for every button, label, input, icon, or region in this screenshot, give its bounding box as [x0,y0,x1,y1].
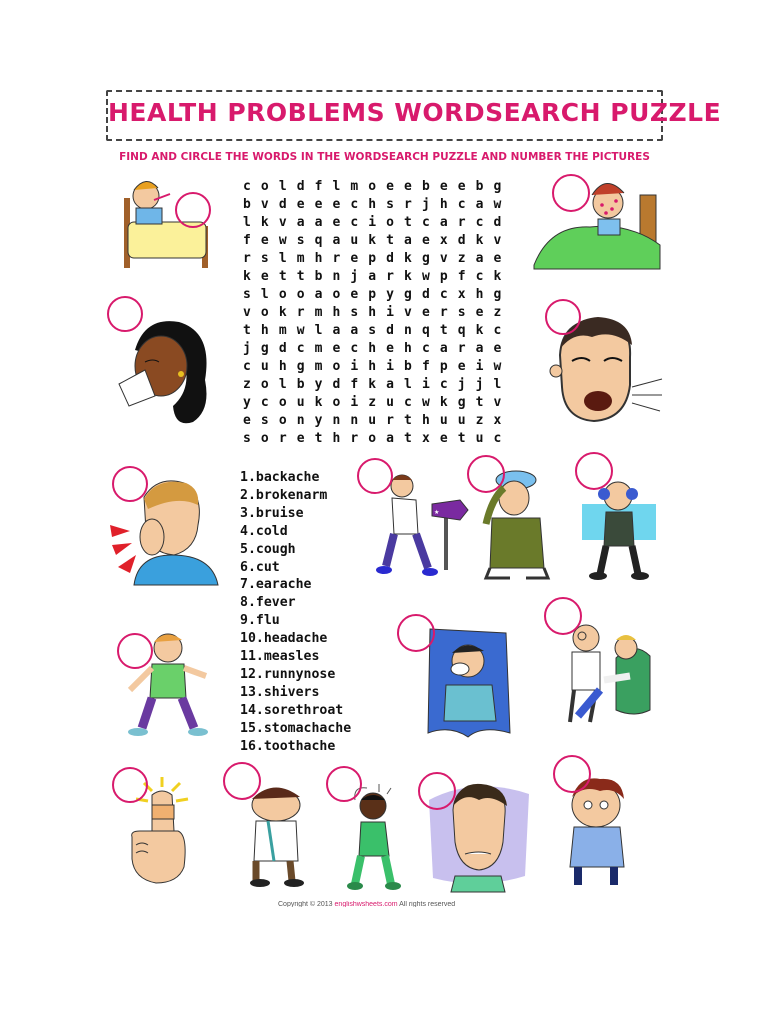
grid-row [238,340,506,358]
grid-letter[interactable]: t [439,323,448,338]
grid-letter[interactable]: c [296,341,305,356]
grid-letter[interactable]: l [278,179,287,194]
grid-letter[interactable]: z [493,305,502,320]
grid-letter[interactable]: z [368,395,377,410]
grid-letter[interactable]: x [493,413,502,428]
grid-letter[interactable]: t [475,395,484,410]
grid-letter[interactable]: e [332,341,341,356]
grid-letter[interactable]: e [439,179,448,194]
answer-circle[interactable] [467,455,505,493]
copyright-text: Copyright © 2013 [278,901,333,907]
grid-letter[interactable]: a [475,251,484,266]
girl-in-bed-measles-picture [530,165,665,275]
grid-letter[interactable]: l [260,287,269,302]
word-list-item: 14.sorethroat [240,702,344,718]
grid-letter[interactable]: z [243,377,251,392]
grid-letter[interactable]: c [350,341,359,356]
grid-letter[interactable]: f [350,377,359,392]
grid-letter[interactable]: f [457,269,466,284]
grid-letter[interactable]: t [296,269,305,284]
grid-letter[interactable]: i [368,215,377,230]
grid-letter[interactable]: u [368,413,377,428]
grid-letter[interactable]: d [457,233,466,248]
grid-letter[interactable]: k [314,395,323,410]
grid-letter[interactable]: e [296,431,305,446]
grid-letter[interactable]: c [439,287,448,302]
grid-letter[interactable]: c [421,341,430,356]
grid-letter[interactable]: w [421,269,430,284]
grid-letter[interactable]: s [243,287,251,302]
grid-letter[interactable]: d [278,197,287,212]
grid-letter[interactable]: r [350,431,359,446]
grid-letter[interactable]: k [243,269,251,284]
grid-letter[interactable]: c [475,269,484,284]
grid-letter[interactable]: v [278,215,287,230]
instructions-text: FIND AND CIRCLE THE WORDS IN THE WORDSEARCH PUZZLE AND NUMBER THE PICTURES [119,151,650,163]
grid-letter[interactable]: a [404,233,412,248]
grid-letter[interactable]: h [278,359,287,374]
grid-letter[interactable]: h [421,413,430,428]
grid-letter[interactable]: q [421,323,430,338]
grid-letter[interactable]: r [457,215,466,230]
grid-letter[interactable]: k [475,233,484,248]
grid-letter[interactable]: c [260,395,269,410]
word-list-item: 15.stomachache [240,720,352,736]
grid-letter[interactable]: m [314,341,323,356]
grid-letter[interactable]: c [493,323,502,338]
grid-letter[interactable]: m [296,251,305,266]
grid-letter[interactable]: e [332,215,341,230]
grid-letter[interactable]: i [350,359,359,374]
grid-letter[interactable]: v [439,251,448,266]
grid-letter[interactable]: e [350,287,359,302]
grid-letter[interactable]: b [421,179,430,194]
answer-circle[interactable] [107,296,143,332]
grid-row [238,232,506,250]
grid-letter[interactable]: h [260,323,269,338]
word-list-item: 2.brokenarm [240,487,328,503]
grid-letter[interactable]: e [350,251,359,266]
grid-letter[interactable]: r [404,197,412,212]
grid-letter[interactable]: w [493,197,502,212]
grid-letter[interactable]: k [404,269,412,284]
grid-letter[interactable]: p [439,269,448,284]
grid-letter[interactable]: t [404,413,412,428]
word-list-item: 7.earache [240,577,312,593]
grid-letter[interactable]: i [386,359,394,374]
grid-letter[interactable]: a [332,323,341,338]
grid-letter[interactable]: f [421,359,430,374]
grid-letter[interactable]: n [404,323,412,338]
grid-letter[interactable]: b [296,377,305,392]
grid-letter[interactable]: v [243,305,251,320]
page-title: HEALTH PROBLEMS WORDSEARCH PUZZLE [108,98,722,127]
grid-letter[interactable]: y [386,287,394,302]
grid-letter[interactable]: e [439,431,448,446]
grid-letter[interactable]: h [314,251,323,266]
grid-letter[interactable]: a [386,377,394,392]
answer-circle[interactable] [175,192,211,228]
grid-letter[interactable]: u [296,395,305,410]
grid-letter[interactable]: j [421,197,430,212]
grid-letter[interactable]: k [260,215,269,230]
grid-letter[interactable]: h [368,359,377,374]
grid-letter[interactable]: c [243,179,251,194]
grid-letter[interactable]: m [278,323,287,338]
grid-letter[interactable]: o [332,359,341,374]
grid-row [238,430,506,448]
grid-letter[interactable]: j [457,377,466,392]
grid-letter[interactable]: e [260,233,269,248]
grid-letter[interactable]: d [493,215,502,230]
grid-row [238,214,506,232]
grid-letter[interactable]: a [296,215,305,230]
grid-letter[interactable]: k [368,233,377,248]
grid-letter[interactable]: c [439,377,448,392]
grid-letter[interactable]: i [475,359,484,374]
grid-letter[interactable]: r [439,305,448,320]
grid-letter[interactable]: l [404,377,412,392]
grid-letter[interactable]: r [278,431,287,446]
grid-letter[interactable]: t [243,323,251,338]
grid-letter[interactable]: b [243,197,251,212]
word-list-item: 8.fever [240,595,296,611]
answer-circle[interactable] [553,755,591,793]
grid-letter[interactable]: d [296,179,305,194]
grid-letter[interactable]: x [439,233,448,248]
word-list-item: 4.cold [240,523,288,539]
grid-letter[interactable]: n [296,413,305,428]
word-list-item: 13.shivers [240,684,320,700]
grid-row [238,286,506,304]
grid-letter[interactable]: l [243,215,251,230]
grid-letter[interactable]: e [260,269,269,284]
answer-circle[interactable] [418,772,456,810]
grid-letter[interactable]: a [475,341,484,356]
copyright-footer [278,901,455,907]
grid-letter[interactable]: d [332,377,341,392]
grid-letter[interactable]: e [475,305,484,320]
word-list-item: 5.cough [240,541,296,557]
grid-letter[interactable]: g [457,395,466,410]
grid-letter[interactable]: m [314,305,323,320]
grid-letter[interactable]: p [368,287,377,302]
doctor-patient-brokenarm-picture [560,620,652,732]
grid-letter[interactable]: o [332,287,341,302]
grid-letter[interactable]: k [404,251,412,266]
grid-letter[interactable]: h [475,287,484,302]
word-list-item: 3.bruise [240,505,304,521]
grid-letter[interactable]: u [386,395,394,410]
grid-row [238,412,506,430]
grid-letter[interactable]: u [457,413,466,428]
grid-row [238,322,506,340]
grid-letter[interactable]: v [493,233,502,248]
grid-letter[interactable]: i [421,377,430,392]
grid-letter[interactable]: b [475,179,484,194]
grid-letter[interactable]: s [260,413,269,428]
grid-letter[interactable]: a [314,215,323,230]
grid-letter[interactable]: u [260,359,269,374]
answer-circle[interactable] [575,452,613,490]
grid-letter[interactable]: u [439,413,448,428]
grid-letter[interactable]: a [475,197,484,212]
grid-letter[interactable]: j [475,377,484,392]
grid-row [238,358,506,376]
grid-letter[interactable]: d [386,251,394,266]
grid-letter[interactable]: u [475,431,484,446]
grid-letter[interactable]: v [493,395,502,410]
grid-letter[interactable]: a [439,215,448,230]
grid-letter[interactable]: g [404,287,412,302]
grid-letter[interactable]: f [314,179,323,194]
grid-letter[interactable]: e [457,179,466,194]
grid-letter[interactable]: e [386,341,394,356]
grid-letter[interactable]: o [278,287,287,302]
grid-letter[interactable]: e [296,197,305,212]
grid-letter[interactable]: d [421,287,430,302]
grid-letter[interactable]: d [278,341,287,356]
grid-letter[interactable]: k [475,323,484,338]
grid-letter[interactable]: o [260,305,269,320]
wordsearch-grid [238,178,506,448]
man-flu-blanket-picture [422,625,514,740]
rights-text: All rights reserved [399,901,456,907]
grid-letter[interactable]: t [457,431,466,446]
grid-letter[interactable]: h [332,305,341,320]
grid-letter[interactable]: u [350,233,359,248]
answer-circle[interactable] [112,466,148,502]
grid-letter[interactable]: t [278,269,287,284]
grid-letter[interactable]: v [260,197,269,212]
grid-row [238,376,506,394]
grid-letter[interactable]: k [368,377,377,392]
grid-letter[interactable]: m [350,179,359,194]
grid-letter[interactable]: o [260,377,269,392]
grid-letter[interactable]: x [421,431,430,446]
answer-circle[interactable] [326,766,362,802]
grid-letter[interactable]: o [260,179,269,194]
grid-letter[interactable]: a [386,431,394,446]
grid-letter[interactable]: t [404,215,412,230]
grid-letter[interactable]: p [439,359,448,374]
grid-letter[interactable]: a [314,287,323,302]
grid-letter[interactable]: c [243,359,251,374]
grid-letter[interactable]: t [386,233,394,248]
grid-letter[interactable]: r [386,269,394,284]
answer-circle[interactable] [112,767,148,803]
word-list-item: 12.runnynose [240,666,336,682]
grid-letter[interactable]: j [350,269,359,284]
grid-letter[interactable]: l [332,179,341,194]
grid-letter[interactable]: c [350,215,359,230]
answer-circle[interactable] [357,458,393,494]
grid-letter[interactable]: g [260,341,269,356]
grid-letter[interactable]: r [386,413,394,428]
grid-letter[interactable]: e [386,179,394,194]
grid-row [238,196,506,214]
grid-letter[interactable]: l [278,251,287,266]
word-list-item: 6.cut [240,559,280,575]
grid-letter[interactable]: c [421,215,430,230]
grid-letter[interactable]: c [457,197,466,212]
grid-letter[interactable]: n [332,413,341,428]
grid-letter[interactable]: e [421,233,430,248]
grid-letter[interactable]: o [278,395,287,410]
grid-letter[interactable]: t [314,431,323,446]
grid-letter[interactable]: o [368,431,377,446]
grid-letter[interactable]: g [493,287,502,302]
grid-row [238,304,506,322]
grid-letter[interactable]: e [493,251,502,266]
grid-letter[interactable]: s [243,431,251,446]
grid-letter[interactable]: q [457,323,466,338]
grid-letter[interactable]: o [278,413,287,428]
grid-letter[interactable]: s [296,233,305,248]
grid-letter[interactable]: o [386,215,394,230]
answer-circle[interactable] [552,174,590,212]
grid-letter[interactable]: j [243,341,251,356]
grid-letter[interactable]: x [457,287,466,302]
grid-letter[interactable]: y [314,413,323,428]
grid-letter[interactable]: a [439,341,448,356]
grid-letter[interactable]: z [475,413,484,428]
grid-letter[interactable]: h [368,341,377,356]
grid-letter[interactable]: o [368,179,377,194]
grid-letter[interactable]: s [386,197,394,212]
grid-letter[interactable]: s [350,305,359,320]
grid-letter[interactable]: e [332,197,341,212]
grid-letter[interactable]: e [421,305,430,320]
grid-letter[interactable]: g [421,251,430,266]
grid-letter[interactable]: c [404,395,412,410]
grid-letter[interactable]: e [404,179,412,194]
grid-letter[interactable]: y [243,395,251,410]
grid-letter[interactable]: w [493,359,502,374]
svg-text:★: ★ [434,509,440,516]
grid-letter[interactable]: q [314,233,323,248]
grid-letter[interactable]: a [332,233,341,248]
grid-letter[interactable]: o [296,287,305,302]
grid-letter[interactable]: z [457,251,466,266]
grid-letter[interactable]: p [368,251,377,266]
grid-letter[interactable]: y [314,377,323,392]
grid-letter[interactable]: r [243,251,251,266]
grid-letter[interactable]: f [243,233,251,248]
grid-letter[interactable]: o [332,395,341,410]
grid-letter[interactable]: r [296,305,305,320]
grid-letter[interactable]: s [368,323,377,338]
grid-letter[interactable]: w [278,233,287,248]
grid-letter[interactable]: r [457,341,466,356]
grid-letter[interactable]: l [278,377,287,392]
grid-letter[interactable]: v [404,305,412,320]
answer-circle[interactable] [117,633,153,669]
answer-circle[interactable] [397,614,435,652]
grid-letter[interactable]: w [296,323,305,338]
grid-letter[interactable]: n [332,269,341,284]
grid-letter[interactable]: e [493,341,502,356]
grid-letter[interactable]: i [386,305,394,320]
grid-letter[interactable]: e [243,413,251,428]
grid-letter[interactable]: n [350,413,359,428]
grid-letter[interactable]: a [350,323,359,338]
grid-letter[interactable]: h [368,305,377,320]
grid-letter[interactable]: l [493,377,502,392]
grid-letter[interactable]: t [404,431,412,446]
grid-letter[interactable]: l [314,323,323,338]
grid-letter[interactable]: h [332,431,341,446]
word-list-item: 11.measles [240,649,320,665]
grid-letter[interactable]: b [314,269,323,284]
grid-letter[interactable]: o [260,431,269,446]
answer-circle[interactable] [545,299,581,335]
grid-letter[interactable]: g [296,359,305,374]
grid-letter[interactable]: h [368,197,377,212]
word-list-item: 10.headache [240,631,328,647]
grid-letter[interactable]: i [350,395,359,410]
grid-letter[interactable]: e [314,197,323,212]
grid-row [238,394,506,412]
word-list-item: 1.backache [240,470,320,485]
grid-letter[interactable]: m [314,359,323,374]
grid-letter[interactable]: b [404,359,412,374]
grid-letter[interactable]: g [493,179,502,194]
grid-letter[interactable]: r [332,251,341,266]
grid-letter[interactable]: c [475,215,484,230]
grid-row [238,268,506,286]
grid-letter[interactable]: s [457,305,466,320]
grid-letter[interactable]: c [493,431,502,446]
grid-row [238,250,506,268]
grid-row [238,178,506,196]
grid-letter[interactable]: d [386,323,394,338]
grid-letter[interactable]: c [350,197,359,212]
grid-letter[interactable]: k [278,305,287,320]
word-list [240,469,351,756]
grid-letter[interactable]: h [404,341,412,356]
grid-letter[interactable]: k [439,395,448,410]
answer-circle[interactable] [544,597,582,635]
grid-letter[interactable]: h [439,197,448,212]
word-list-item: 9.flu [240,613,280,629]
word-list-item: 16.toothache [240,738,336,754]
grid-letter[interactable]: w [421,395,430,410]
website-link[interactable]: englishwsheets.com [334,901,398,907]
grid-letter[interactable]: e [457,359,466,374]
grid-letter[interactable]: s [260,251,269,266]
grid-letter[interactable]: a [368,269,377,284]
answer-circle[interactable] [223,762,261,800]
grid-letter[interactable]: k [493,269,502,284]
